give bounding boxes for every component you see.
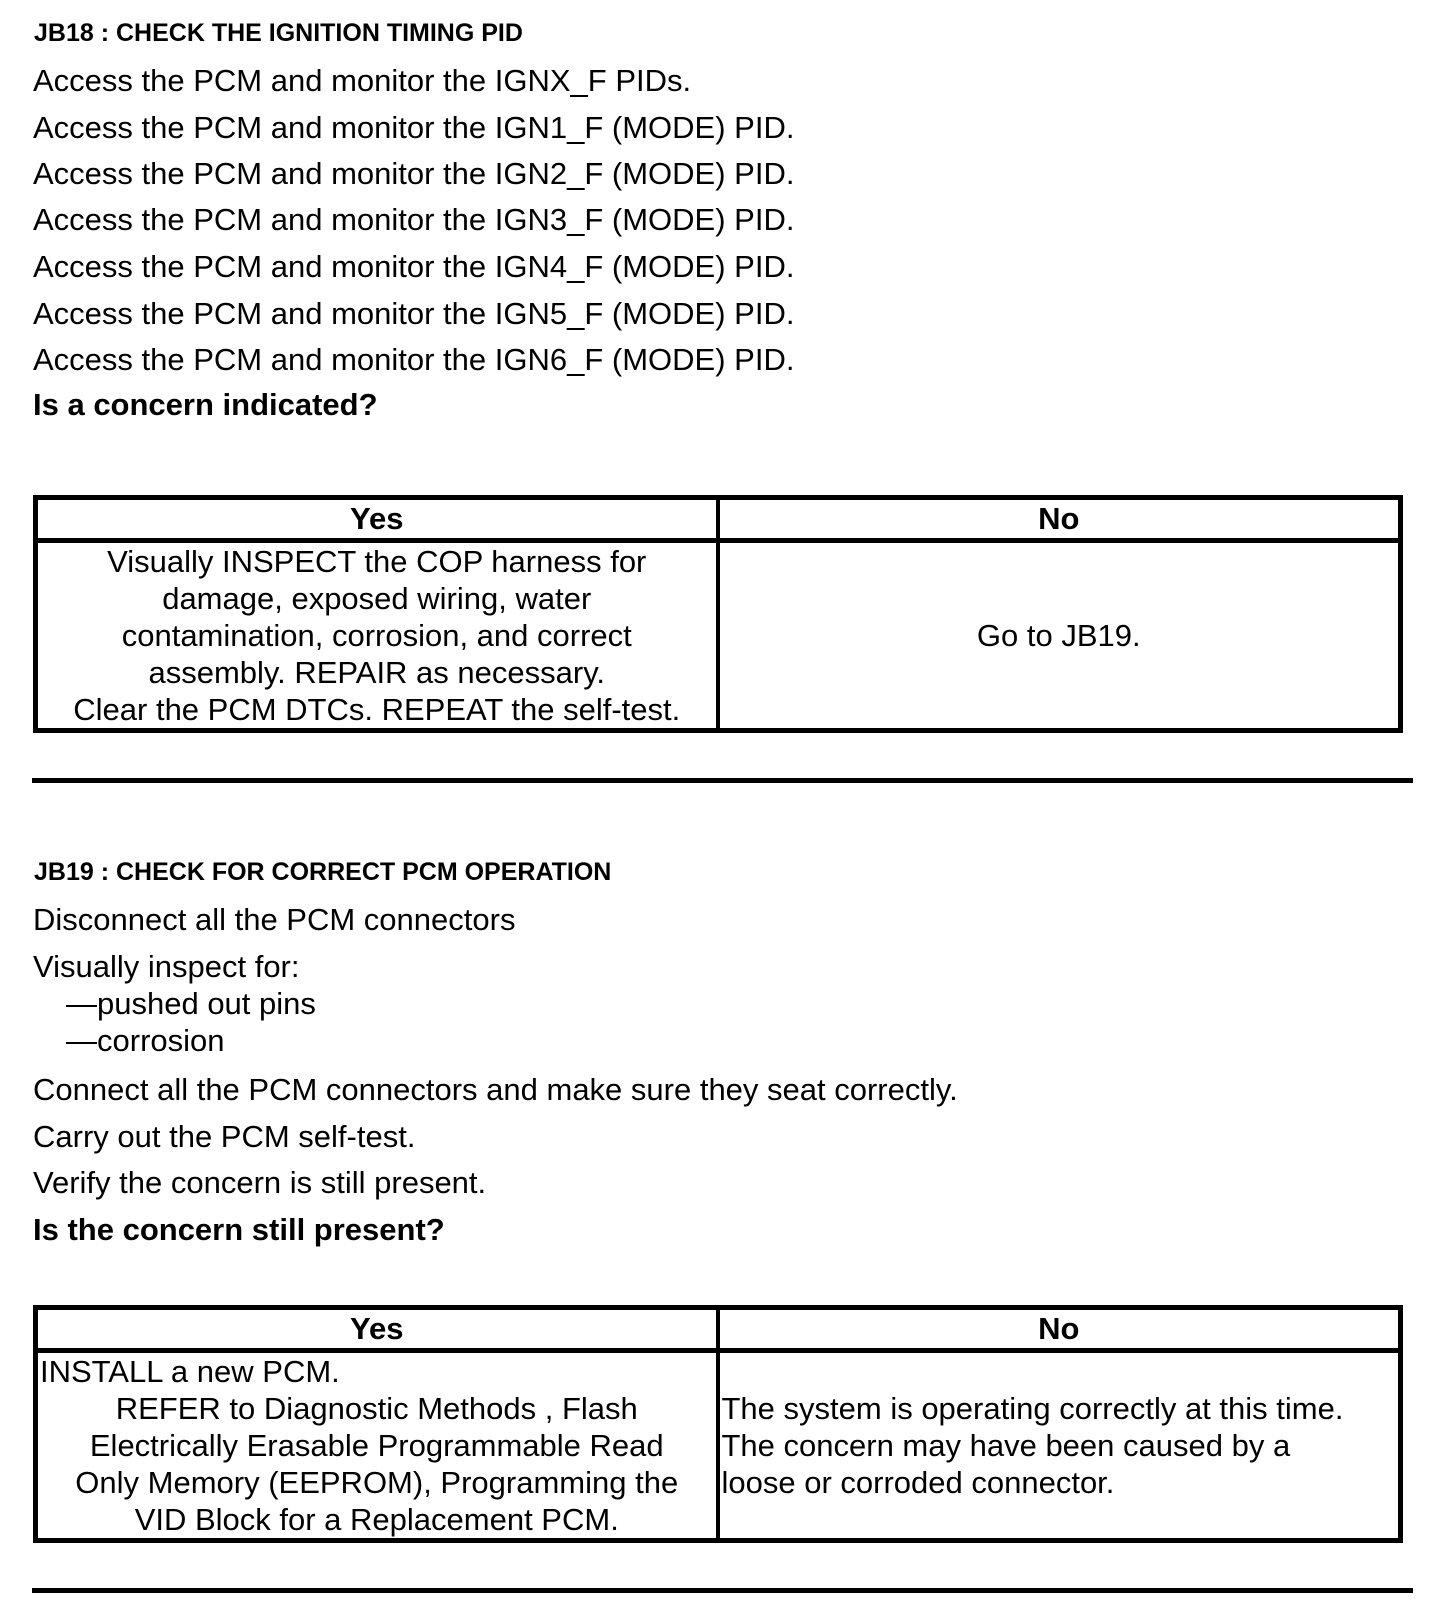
cell-text: VID Block for a Replacement PCM. <box>134 1502 619 1537</box>
yes-cell <box>36 1351 718 1541</box>
go-to-link-jb19: Go to JB19. <box>976 618 1141 653</box>
sub-item: —pushed out pins <box>66 986 316 1021</box>
cell-text: damage, exposed wiring, water <box>162 581 592 616</box>
section-heading-jb19: JB19 : CHECK FOR CORRECT PCM OPERATION <box>34 858 612 886</box>
cell-text: assembly. REPAIR as necessary. <box>148 655 606 690</box>
cell-text: contamination, corrosion, and correct <box>121 618 632 653</box>
section-divider <box>32 778 1413 783</box>
section-heading-jb18: JB18 : CHECK THE IGNITION TIMING PID <box>34 19 523 47</box>
cell-text: loose or corroded connector. <box>721 1465 1115 1500</box>
step-line: Disconnect all the PCM connectors <box>33 902 516 937</box>
no-cell <box>718 541 1401 731</box>
yes-cell <box>36 541 718 731</box>
cell-text: Only Memory (EEPROM), Programming the <box>75 1465 679 1500</box>
step-line: Access the PCM and monitor the IGNX_F PIDs. <box>33 63 692 98</box>
decision-question: Is the concern still present? <box>33 1212 445 1247</box>
table-header-row <box>36 1308 1401 1351</box>
header-yes: Yes <box>36 498 718 541</box>
step-line: Access the PCM and monitor the IGN4_F (MODE) PID. <box>33 249 795 284</box>
decision-table-jb19 <box>33 1305 1403 1543</box>
cell-text: The concern may have been caused by a <box>721 1428 1291 1463</box>
sub-item: —corrosion <box>66 1023 225 1058</box>
header-no: No <box>718 1308 1401 1351</box>
cell-text: Visually INSPECT the COP harness for <box>107 544 647 579</box>
no-cell <box>718 1351 1401 1541</box>
cell-text: REFER to Diagnostic Methods , Flash <box>115 1391 638 1426</box>
step-line: Carry out the PCM self-test. <box>33 1119 416 1154</box>
header-yes: Yes <box>36 1308 718 1351</box>
cell-text: Electrically Erasable Programmable Read <box>89 1428 664 1463</box>
step-line: Access the PCM and monitor the IGN1_F (MODE) PID. <box>33 110 795 145</box>
table-row <box>36 1351 1401 1541</box>
step-line: Access the PCM and monitor the IGN2_F (MODE) PID. <box>33 156 795 191</box>
section-divider <box>32 1588 1413 1593</box>
step-line: Access the PCM and monitor the IGN3_F (MODE) PID. <box>33 202 795 237</box>
step-line: Access the PCM and monitor the IGN5_F (MODE) PID. <box>33 296 795 331</box>
table-row <box>36 541 1401 731</box>
cell-text: Clear the PCM DTCs. REPEAT the self-test. <box>73 692 681 727</box>
decision-question: Is a concern indicated? <box>33 387 378 422</box>
step-line: Access the PCM and monitor the IGN6_F (MODE) PID. <box>33 342 795 377</box>
decision-table-jb18 <box>33 495 1403 733</box>
header-no: No <box>718 498 1401 541</box>
cell-text: INSTALL a new PCM. <box>40 1354 340 1389</box>
cell-text: The system is operating correctly at this time. <box>721 1391 1344 1426</box>
step-line: Verify the concern is still present. <box>33 1165 487 1200</box>
table-header-row <box>36 498 1401 541</box>
step-line: Visually inspect for: <box>33 949 300 984</box>
step-line: Connect all the PCM connectors and make sure they seat correctly. <box>33 1072 958 1107</box>
